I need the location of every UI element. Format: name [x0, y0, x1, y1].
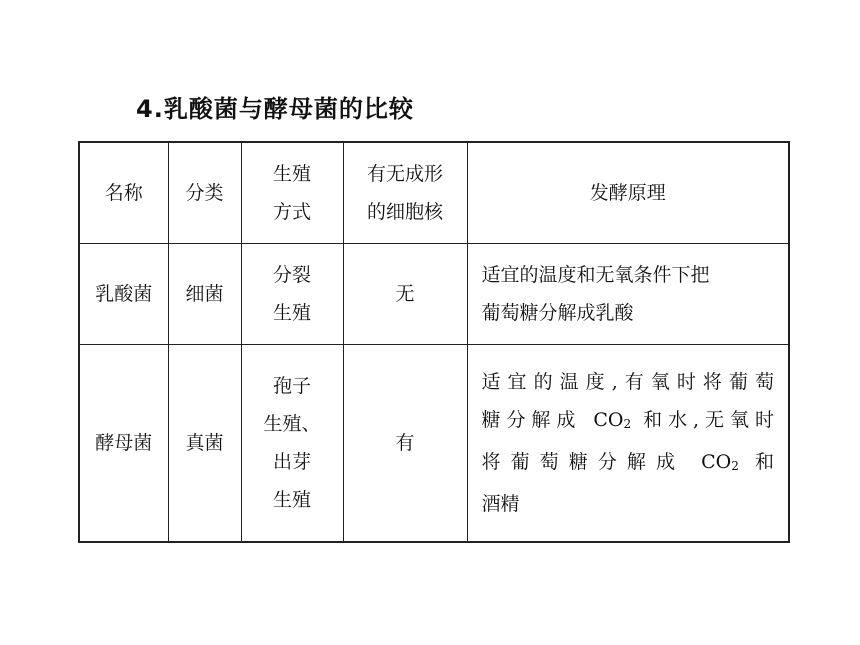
table-row — [79, 243, 789, 344]
cell-name: 乳酸菌 — [79, 243, 168, 344]
cell-reproduction: 分裂 生殖 — [241, 243, 343, 344]
cell-reproduction: 孢子 生殖、 出芽 生殖 — [241, 344, 343, 542]
comparison-table — [78, 141, 790, 543]
cell-principle: 适宜的温度,有氧时将葡萄 糖分解成 $CO_2$ 和水,无氧时 将葡萄糖分解成 $CO_2$ 和 酒精 — [467, 344, 789, 542]
cell-nucleus: 有 — [343, 344, 467, 542]
cell-category: 细菌 — [168, 243, 241, 344]
table-row — [79, 344, 789, 542]
header-category: 分类 — [168, 142, 241, 243]
header-reproduction: 生殖 方式 — [241, 142, 343, 243]
cell-category: 真菌 — [168, 344, 241, 542]
cell-name: 酵母菌 — [79, 344, 168, 542]
header-nucleus: 有无成形 的细胞核 — [343, 142, 467, 243]
section-title: 4.乳酸菌与酵母菌的比较 — [136, 95, 414, 123]
header-principle: 发酵原理 — [467, 142, 789, 243]
cell-nucleus: 无 — [343, 243, 467, 344]
table-header-row — [79, 142, 789, 243]
header-name: 名称 — [79, 142, 168, 243]
cell-principle: 适宜的温度和无氧条件下把 葡萄糖分解成乳酸 — [467, 243, 789, 344]
